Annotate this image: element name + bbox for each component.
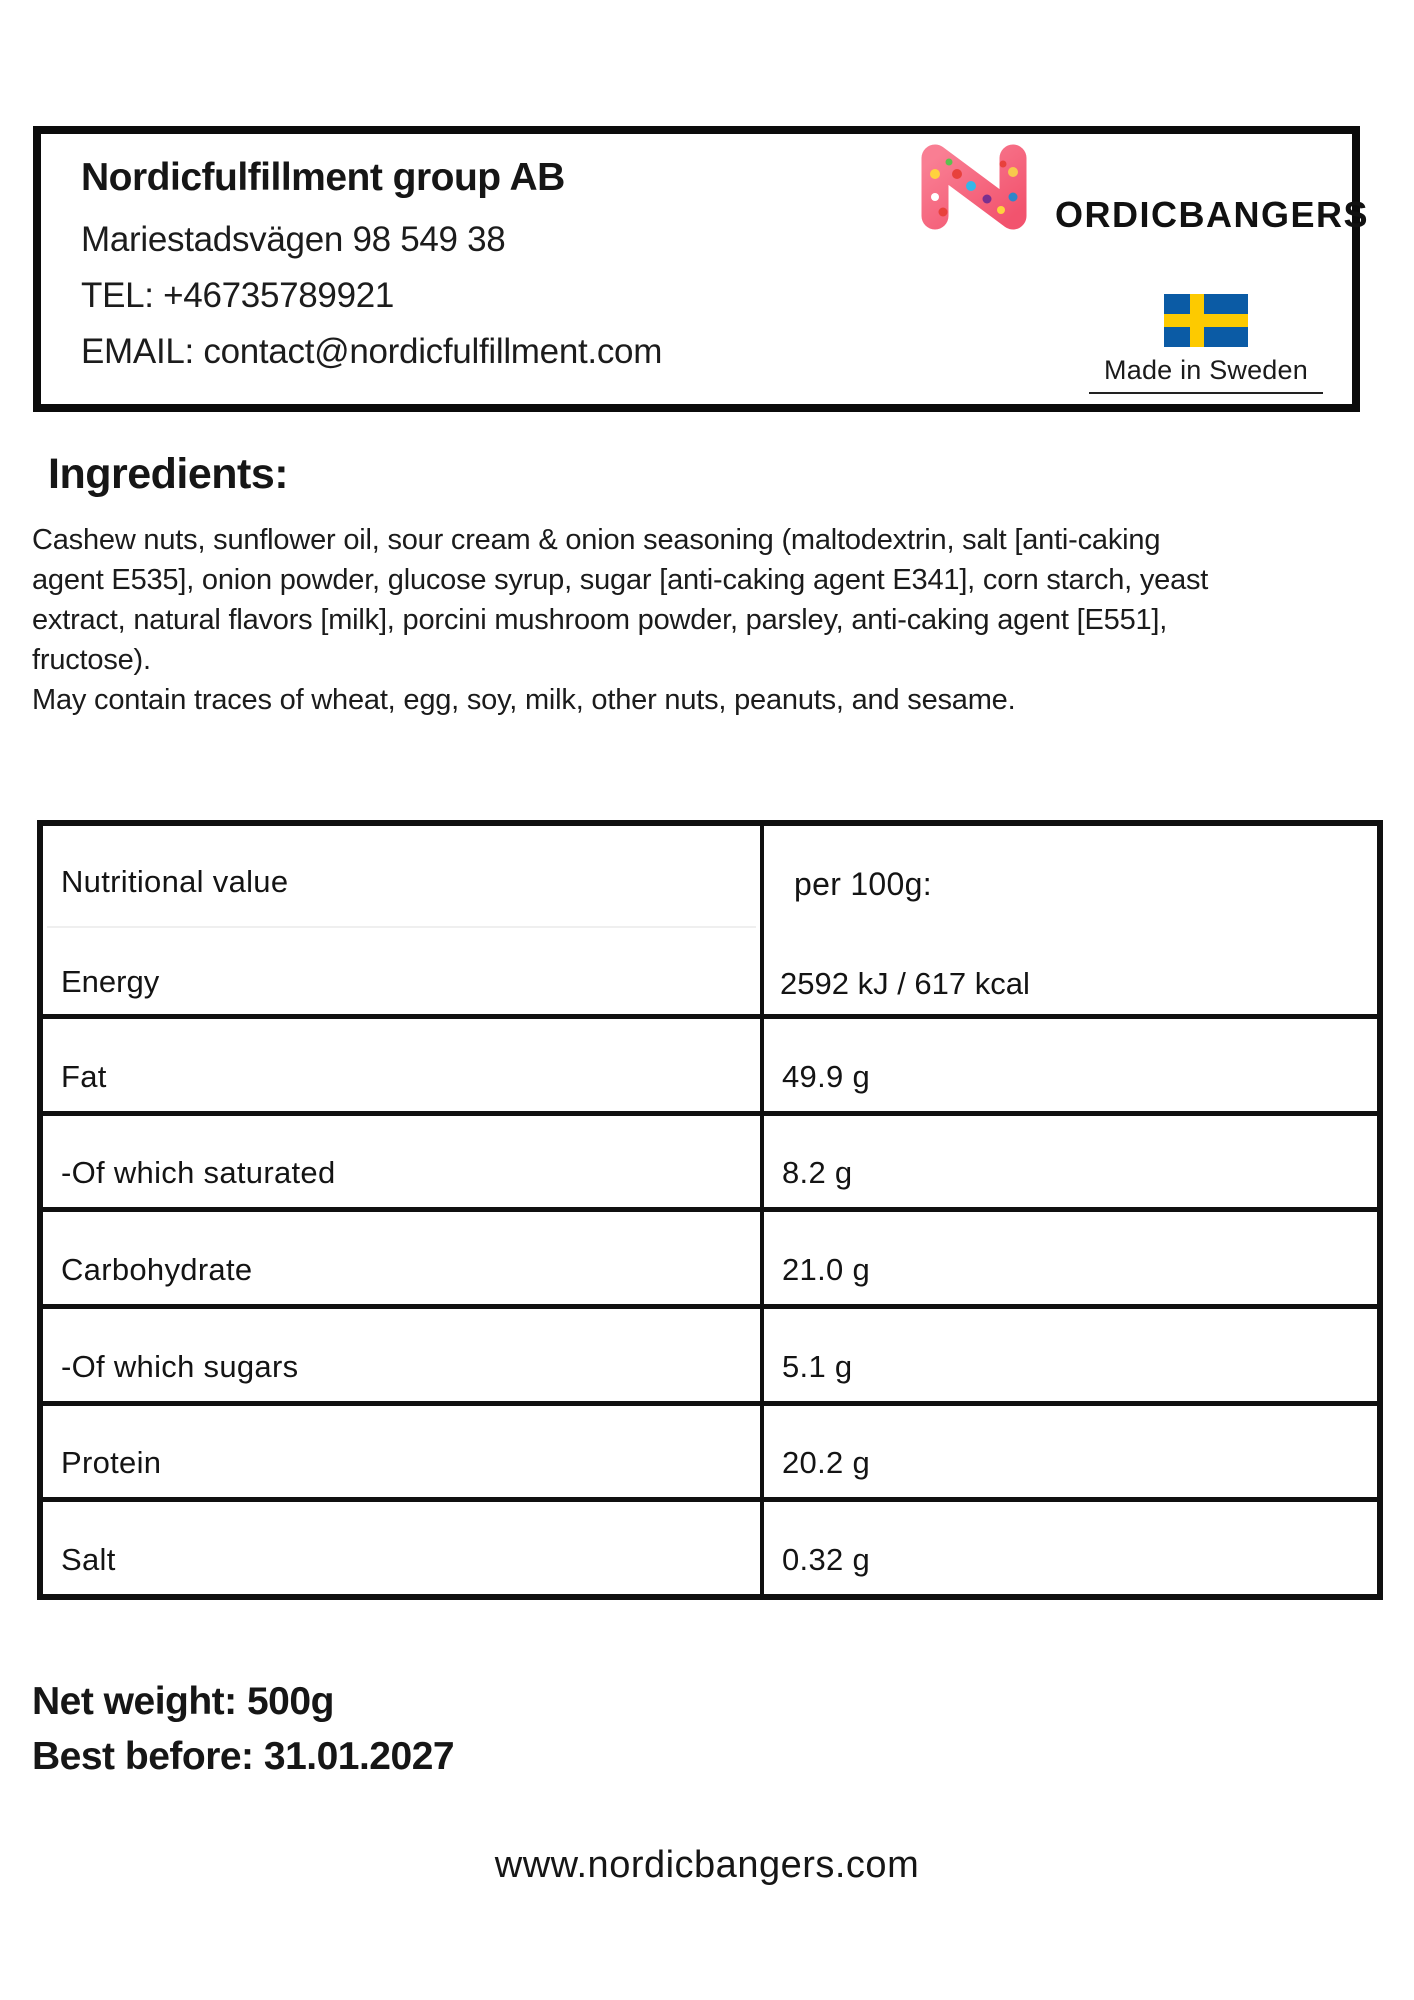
nutrition-label-cell bbox=[43, 1406, 764, 1498]
nutrition-row-fat bbox=[43, 1014, 1377, 1111]
nutrition-row-value: 21.0 g bbox=[782, 1252, 870, 1288]
nutrition-row-label: Fat bbox=[61, 1058, 107, 1094]
nutrition-row-carbohydrate bbox=[43, 1207, 1377, 1304]
sweden-flag-icon bbox=[1164, 294, 1248, 347]
nutrition-value-cell bbox=[764, 1019, 1377, 1111]
nutrition-header-label-cell bbox=[43, 826, 764, 1014]
nutrition-row-label: Carbohydrate bbox=[61, 1252, 253, 1288]
ingredients-line: Cashew nuts, sunflower oil, sour cream & onion seasoning (maltodextrin, salt [anti-caking bbox=[32, 524, 1161, 556]
made-in-sweden-label: Made in Sweden bbox=[1104, 355, 1308, 385]
header-separator-line bbox=[47, 926, 756, 928]
nutrition-label-cell bbox=[43, 1502, 764, 1594]
nutrition-label-cell bbox=[43, 1212, 764, 1304]
nutrition-header-label: Nutritional value bbox=[61, 864, 289, 899]
nutrition-row-label: Energy bbox=[61, 964, 160, 999]
nutrition-value-cell bbox=[764, 1309, 1377, 1401]
nutrition-row-label: -Of which saturated bbox=[61, 1155, 336, 1191]
nutrition-table bbox=[37, 820, 1383, 1600]
nutrition-label-cell bbox=[43, 1116, 764, 1208]
brand-wordmark: ORDICBANGERS bbox=[1055, 194, 1370, 235]
nutrition-header-value: per 100g: bbox=[794, 866, 932, 902]
nutrition-row-label: Salt bbox=[61, 1542, 116, 1578]
ingredients-text bbox=[32, 520, 1208, 720]
company-name: Nordicfulfillment group AB bbox=[81, 156, 565, 199]
best-before-label: Best before: 31.01.2027 bbox=[32, 1735, 455, 1778]
nutrition-value-cell bbox=[764, 1502, 1377, 1594]
nutrition-row-label: -Of which sugars bbox=[61, 1348, 299, 1384]
nutrition-value-cell bbox=[764, 1406, 1377, 1498]
nutrition-row-value: 0.32 g bbox=[782, 1542, 870, 1578]
nutrition-row-value: 5.1 g bbox=[782, 1348, 853, 1384]
nutrition-label-cell bbox=[43, 1309, 764, 1401]
nutrition-label-cell bbox=[43, 1019, 764, 1111]
ingredients-line: fructose). bbox=[32, 644, 151, 676]
company-address: Mariestadsvägen 98 549 38 bbox=[81, 220, 506, 259]
made-in-sweden-block bbox=[1089, 294, 1323, 394]
nutrition-row-salt bbox=[43, 1497, 1377, 1594]
nutrition-row-saturated bbox=[43, 1111, 1377, 1208]
nutrition-header-value-cell bbox=[764, 826, 1377, 1014]
allergen-note-line: May contain traces of wheat, egg, soy, milk, other nuts, peanuts, and sesame. bbox=[32, 684, 1016, 716]
ingredients-line: agent E535], onion powder, glucose syrup, sugar [anti-caking agent E341], corn starch, yeast bbox=[32, 564, 1209, 596]
nutrition-row-label: Protein bbox=[61, 1445, 162, 1481]
ingredients-line: extract, natural flavors [milk], porcini mushroom powder, parsley, anti-caking agent [E551], bbox=[32, 604, 1168, 636]
net-weight-label: Net weight: 500g bbox=[32, 1680, 334, 1723]
nutrition-value-cell bbox=[764, 1116, 1377, 1208]
company-phone: TEL: +46735789921 bbox=[81, 276, 395, 315]
nutrition-row-value: 2592 kJ / 617 kcal bbox=[780, 966, 1030, 1001]
nutrition-row-protein bbox=[43, 1401, 1377, 1498]
brand-logo-n-icon bbox=[913, 142, 1047, 232]
company-email: EMAIL: contact@nordicfulfillment.com bbox=[81, 332, 663, 371]
website-url: www.nordicbangers.com bbox=[494, 1844, 920, 1886]
company-info-box bbox=[33, 126, 1370, 412]
nutrition-row-sugars bbox=[43, 1304, 1377, 1401]
nutrition-row-value: 49.9 g bbox=[782, 1058, 870, 1094]
ingredients-heading: Ingredients: bbox=[48, 450, 289, 498]
nutrition-row-value: 8.2 g bbox=[782, 1155, 853, 1191]
nutrition-value-cell bbox=[764, 1212, 1377, 1304]
nutrition-row-value: 20.2 g bbox=[782, 1445, 870, 1481]
nutrition-header-row bbox=[43, 826, 1377, 1014]
